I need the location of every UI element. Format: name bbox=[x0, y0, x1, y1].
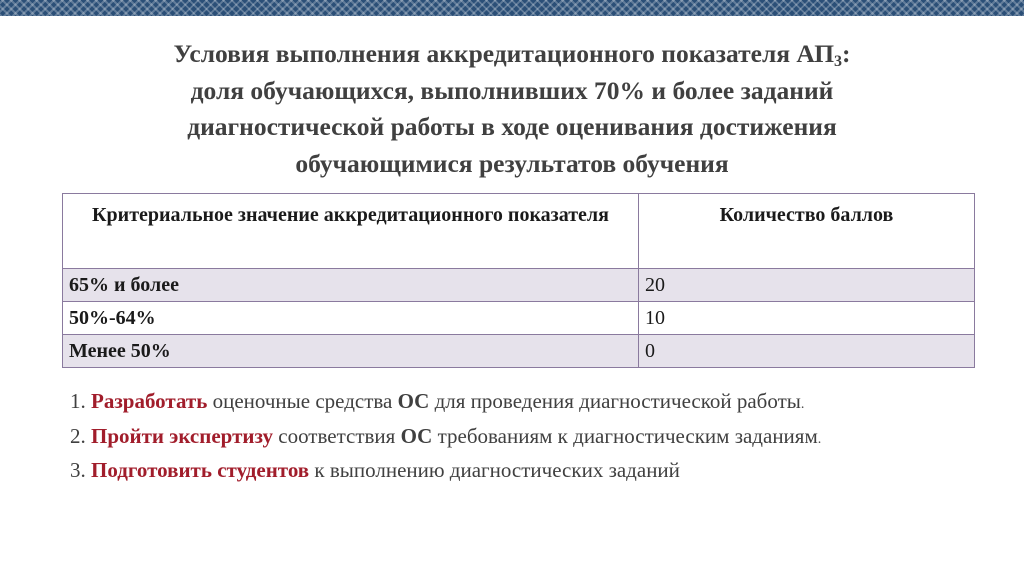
criteria-table bbox=[62, 193, 975, 368]
table-row bbox=[63, 335, 975, 368]
action-item-3: 3. Подготовить студентов к выполнению диагностических заданий bbox=[70, 458, 680, 482]
title-line-2: доля обучающихся, выполнивших 70% и более заданий bbox=[190, 75, 834, 105]
title-line-4: обучающимися результатов обучения bbox=[295, 148, 729, 178]
criterion-cell: 50%-64% bbox=[63, 302, 639, 335]
criterion-cell: Менее 50% bbox=[63, 335, 639, 368]
action-verb: Разработать bbox=[91, 389, 208, 413]
action-item-1: 1. Разработать оценочные средства ОС для проведения диагностической работы. bbox=[70, 389, 805, 413]
table-row bbox=[63, 302, 975, 335]
slide-title bbox=[60, 36, 964, 182]
action-verb: Пройти экспертизу bbox=[91, 423, 273, 448]
title-line-1: Условия выполнения аккредитационного показателя $АП_3$: bbox=[173, 39, 851, 70]
points-cell: 0 bbox=[639, 335, 975, 368]
points-cell: 10 bbox=[639, 302, 975, 335]
action-verb: Подготовить студентов bbox=[91, 458, 310, 482]
header-criterion: Критериальное значение аккредитационного показателя bbox=[63, 194, 639, 269]
action-list bbox=[70, 386, 950, 486]
points-cell: 20 bbox=[639, 269, 975, 302]
table-header-row bbox=[63, 194, 975, 269]
action-item-2: 2. Пройти экспертизу соответствия ОС требованиям к диагностическим заданиям. bbox=[70, 423, 822, 448]
decorative-top-band bbox=[0, 0, 1024, 16]
header-points: Количество баллов bbox=[639, 194, 975, 269]
criterion-cell: 65% и более bbox=[63, 269, 639, 302]
title-line-3: диагностической работы в ходе оценивания достижения bbox=[187, 112, 837, 141]
table-row bbox=[63, 269, 975, 302]
